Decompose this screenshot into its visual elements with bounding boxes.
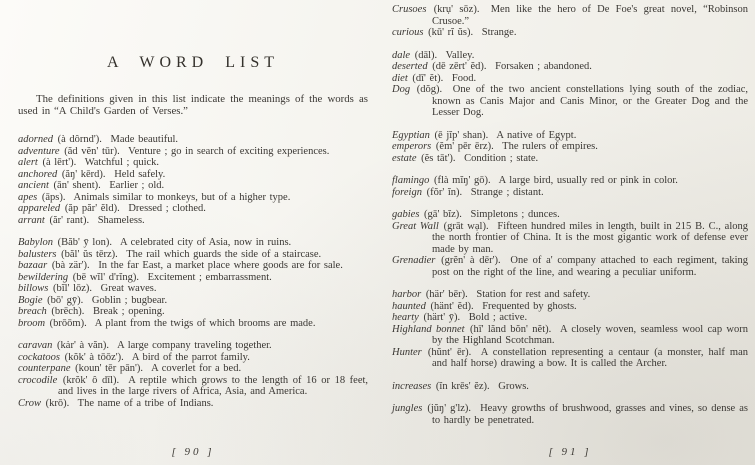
entry-pronunciation: (hŭnt' ēr). <box>427 346 472 358</box>
entry-definition: Great waves. <box>100 283 157 294</box>
entry-pronunciation: (ăp păr' ĕld). <box>64 203 120 214</box>
entry-definition: In the far East, a market place where goods are for sale. <box>98 260 343 271</box>
page-right <box>392 0 748 465</box>
word-list-left <box>18 134 368 409</box>
entry-term: Crusoes <box>392 4 427 15</box>
entry-term: haunted <box>392 300 426 312</box>
word-entry <box>18 192 368 204</box>
entry-definition: Station for rest and safety. <box>476 289 591 300</box>
entry-definition: Strange. <box>481 27 517 38</box>
entry-definition: Made beautiful. <box>110 134 179 145</box>
entry-definition: The rulers of empires. <box>502 141 598 152</box>
entry-term: gabies <box>392 209 420 220</box>
entry-term: counterpane <box>18 363 71 374</box>
letter-group <box>392 403 748 426</box>
word-entry <box>18 260 368 272</box>
word-entry <box>392 209 748 221</box>
entry-term: Egyptian <box>392 129 430 141</box>
entry-term: alert <box>18 157 38 168</box>
entry-pronunciation: (grāt wạl). <box>443 220 489 232</box>
word-entry <box>392 289 748 301</box>
word-entry <box>18 363 368 375</box>
entry-pronunciation: (à lērt'). <box>42 157 77 168</box>
entry-term: balusters <box>18 248 57 260</box>
entry-pronunciation: (kȧr' à văn). <box>57 340 110 351</box>
letter-group <box>392 289 748 370</box>
entry-definition: A closely woven, seamless wool cap worn by the Highland Scotchman. <box>432 323 749 346</box>
word-entry <box>18 169 368 181</box>
page-number-left: [ 90 ] <box>171 446 215 458</box>
letter-group <box>18 134 368 226</box>
word-entry <box>18 146 368 158</box>
word-entry <box>392 50 748 62</box>
word-entry <box>392 141 748 153</box>
word-entry <box>18 203 368 215</box>
entry-definition: Frequented by ghosts. <box>482 300 577 312</box>
word-entry <box>18 352 368 364</box>
entry-definition: A constellation representing a centaur (a monster, half man and half horse) drawing a bow. It is called the Archer. <box>432 346 749 369</box>
entry-definition: Earlier ; old. <box>109 180 165 191</box>
word-entry <box>392 153 748 165</box>
entry-definition: Break ; opening. <box>92 306 165 317</box>
entry-pronunciation: (hī' lănd bŏn' nĕt). <box>469 323 552 335</box>
entry-definition: Heavy growths of brushwood, grasses and vines, so dense as to hardly be penetrated. <box>432 403 749 426</box>
letter-group <box>392 175 748 198</box>
entry-term: Dog <box>392 84 411 95</box>
entry-pronunciation: (ăŋ' kērd). <box>61 168 106 180</box>
entry-term: ancient <box>18 180 49 191</box>
entry-definition: A coverlet for a bed. <box>151 363 242 374</box>
entry-pronunciation: (āps). <box>41 191 66 203</box>
entry-term: estate <box>392 152 417 164</box>
word-entry <box>18 318 368 330</box>
entry-pronunciation: (krụ' sōz). <box>433 4 480 15</box>
entry-term: Great Wall <box>392 220 439 232</box>
entry-pronunciation: (à dôrnd'). <box>57 134 102 145</box>
entry-term: billows <box>18 283 49 294</box>
word-entry <box>392 255 748 278</box>
entry-definition: Food. <box>451 72 477 84</box>
letter-group <box>392 209 748 278</box>
letter-group <box>392 50 748 119</box>
entry-pronunciation: (ăr' rant). <box>49 214 90 226</box>
entry-term: bewildering <box>18 271 69 283</box>
entry-definition: Goblin ; bugbear. <box>91 294 168 306</box>
entry-term: increases <box>392 380 432 392</box>
entry-definition: Excitement ; embarrassment. <box>147 271 272 283</box>
entry-definition: The rail which guards the side of a staircase. <box>126 248 322 260</box>
entry-pronunciation: (gā' bĭz). <box>424 209 462 220</box>
entry-term: Hunter <box>392 346 422 358</box>
word-list-right <box>392 4 748 426</box>
entry-term: appareled <box>18 203 61 214</box>
word-entry <box>392 84 748 119</box>
letter-group <box>392 4 748 39</box>
entry-term: foreign <box>392 186 422 198</box>
entry-pronunciation: (koun' tēr pān'). <box>75 363 144 374</box>
word-entry <box>18 295 368 307</box>
entry-term: Highland bonnet <box>392 323 465 335</box>
entry-definition: Bold ; active. <box>468 312 528 323</box>
entry-pronunciation: (brōōm). <box>49 317 87 329</box>
entry-term: bazaar <box>18 260 48 271</box>
entry-term: diet <box>392 72 408 84</box>
page-title: A WORD LIST <box>106 54 280 71</box>
word-entry <box>18 215 368 227</box>
entry-pronunciation: (bē wĭl' d'rĭng). <box>72 271 139 283</box>
letter-group <box>392 381 748 393</box>
word-entry <box>392 175 748 187</box>
letter-group <box>18 340 368 409</box>
word-entry <box>18 272 368 284</box>
word-entry <box>18 340 368 352</box>
entry-term: Grenadier <box>392 255 436 266</box>
entry-definition: A large company traveling together. <box>117 340 272 351</box>
word-entry <box>392 301 748 313</box>
entry-definition: Dressed ; clothed. <box>128 203 206 214</box>
entry-term: arrant <box>18 214 45 226</box>
entry-pronunciation: (băl' ŭs tērz). <box>61 248 118 260</box>
entry-definition: Animals similar to monkeys, but of a higher type. <box>73 191 291 203</box>
word-entry <box>392 130 748 142</box>
word-entry <box>18 237 368 249</box>
entry-term: cockatoos <box>18 351 60 363</box>
entry-definition: Venture ; go in search of exciting experiences. <box>128 145 330 157</box>
entry-definition: One of the two ancient constellations lying south of the zodiac, known as Canis Major and Canis Minor, or the Greater Dog and the Lesser Dog. <box>432 84 749 118</box>
word-entry <box>392 73 748 85</box>
entry-pronunciation: (ē jĭp' shan). <box>434 129 489 141</box>
entry-pronunciation: (grĕn' à dēr'). <box>441 255 501 266</box>
entry-pronunciation: (dāl). <box>414 49 438 61</box>
entry-term: hearty <box>392 312 419 323</box>
word-entry <box>392 324 748 347</box>
entry-term: broom <box>18 317 46 329</box>
entry-term: anchored <box>18 168 58 180</box>
entry-definition: A reptile which grows to the length of 16 or 18 feet, and lives in the large rivers of Africa, Asia, and America. <box>58 374 369 397</box>
letter-group <box>392 130 748 165</box>
entry-pronunciation: (dŏg). <box>416 84 443 95</box>
word-entry <box>392 27 748 39</box>
entry-definition: Valley. <box>445 49 475 61</box>
entry-pronunciation: (kŏk' à tōōz'). <box>64 351 124 363</box>
entry-term: curious <box>392 27 424 38</box>
entry-term: crocodile <box>18 374 58 386</box>
entry-term: dale <box>392 49 411 61</box>
word-entry <box>18 306 368 318</box>
entry-term: Bogie <box>18 294 43 306</box>
entry-term: deserted <box>392 61 428 72</box>
entry-pronunciation: (dī' ĕt). <box>412 72 444 84</box>
word-entry <box>392 403 748 426</box>
entry-pronunciation: (jŭŋ' g'lz). <box>427 403 472 414</box>
entry-pronunciation: (ān' shent). <box>53 180 101 191</box>
entry-pronunciation: (kū' rĭ ŭs). <box>428 27 474 38</box>
entry-definition: A large bird, usually red or pink in color. <box>498 175 678 186</box>
entry-term: harbor <box>392 289 422 300</box>
page-left <box>18 0 368 465</box>
entry-pronunciation: (dē zērt' ĕd). <box>432 61 487 72</box>
entry-pronunciation: (ĕm' pēr ērz). <box>435 141 494 152</box>
entry-term: breach <box>18 306 47 317</box>
entry-pronunciation: (ĭn krēs' ĕz). <box>435 380 490 392</box>
letter-group <box>18 237 368 329</box>
entry-pronunciation: (fŏr' ĭn). <box>426 186 463 198</box>
entry-pronunciation: (ĕs tāt'). <box>421 152 456 164</box>
entry-definition: One of a' company attached to each regiment, taking post on the right of the line, and wearing a peculiar uniform. <box>432 255 749 278</box>
entry-pronunciation: (härt' ȳ). <box>423 312 461 323</box>
entry-definition: Watchful ; quick. <box>84 157 160 168</box>
entry-pronunciation: (bà zär'). <box>51 260 90 271</box>
entry-pronunciation: (Băb' ȳ lon). <box>57 237 112 248</box>
entry-term: caravan <box>18 340 53 351</box>
entry-term: Crow <box>18 397 41 409</box>
word-entry <box>18 283 368 295</box>
entry-definition: Grows. <box>498 380 529 392</box>
entry-definition: A celebrated city of Asia, now in ruins. <box>120 237 292 248</box>
entry-definition: Condition ; state. <box>464 152 539 164</box>
entry-definition: A plant from the twigs of which brooms are made. <box>94 317 316 329</box>
word-entry <box>18 375 368 398</box>
entry-definition: Fifteen hundred miles in length, built in 215 B. C., along the north frontier of China. It is the most gigantic work of defense ever made by man. <box>432 220 748 255</box>
word-entry <box>18 180 368 192</box>
entry-term: adorned <box>18 134 53 145</box>
word-entry <box>392 4 748 27</box>
entry-term: jungles <box>392 403 423 414</box>
page-number-right: [ 91 ] <box>548 446 592 458</box>
word-entry <box>18 249 368 261</box>
entry-term: emperors <box>392 141 432 152</box>
entry-definition: A bird of the parrot family. <box>131 351 250 363</box>
entry-definition: Forsaken ; abandoned. <box>495 61 592 72</box>
entry-definition: Held safely. <box>114 168 166 180</box>
word-entry <box>18 398 368 410</box>
entry-pronunciation: (krŏk' ô dīl). <box>62 374 120 386</box>
entry-term: Babylon <box>18 237 53 248</box>
entry-pronunciation: (krō). <box>45 397 70 409</box>
entry-term: flamingo <box>392 175 430 186</box>
entry-pronunciation: (brēch). <box>51 306 85 317</box>
entry-definition: Men like the hero of De Foe's great novel, “Robinson Crusoe.” <box>432 4 748 27</box>
intro-paragraph: The definitions given in this list indicate the meanings of the words as used in “A Child's Garden of Verses.” <box>18 93 368 117</box>
word-entry <box>392 381 748 393</box>
entry-definition: A native of Egypt. <box>496 129 577 141</box>
word-entry <box>392 221 748 256</box>
word-entry <box>392 312 748 324</box>
entry-pronunciation: (ăd vĕn' tūr). <box>64 145 120 157</box>
word-entry <box>392 61 748 73</box>
word-entry <box>18 157 368 169</box>
entry-definition: Strange ; distant. <box>470 186 544 198</box>
entry-definition: Shameless. <box>97 214 145 226</box>
word-entry <box>392 187 748 199</box>
entry-definition: Simpletons ; dunces. <box>470 209 560 220</box>
entry-pronunciation: (hänt' ĕd). <box>430 300 474 312</box>
entry-pronunciation: (bō' gȳ). <box>47 294 84 306</box>
entry-term: adventure <box>18 145 60 157</box>
entry-definition: The name of a tribe of Indians. <box>77 397 214 409</box>
entry-term: apes <box>18 191 38 203</box>
word-entry <box>18 134 368 146</box>
entry-pronunciation: (flà mĭŋ' gō). <box>433 175 491 186</box>
entry-pronunciation: (här' bēr). <box>425 289 468 300</box>
entry-pronunciation: (bĭl' lōz). <box>52 283 93 294</box>
word-entry <box>392 347 748 370</box>
